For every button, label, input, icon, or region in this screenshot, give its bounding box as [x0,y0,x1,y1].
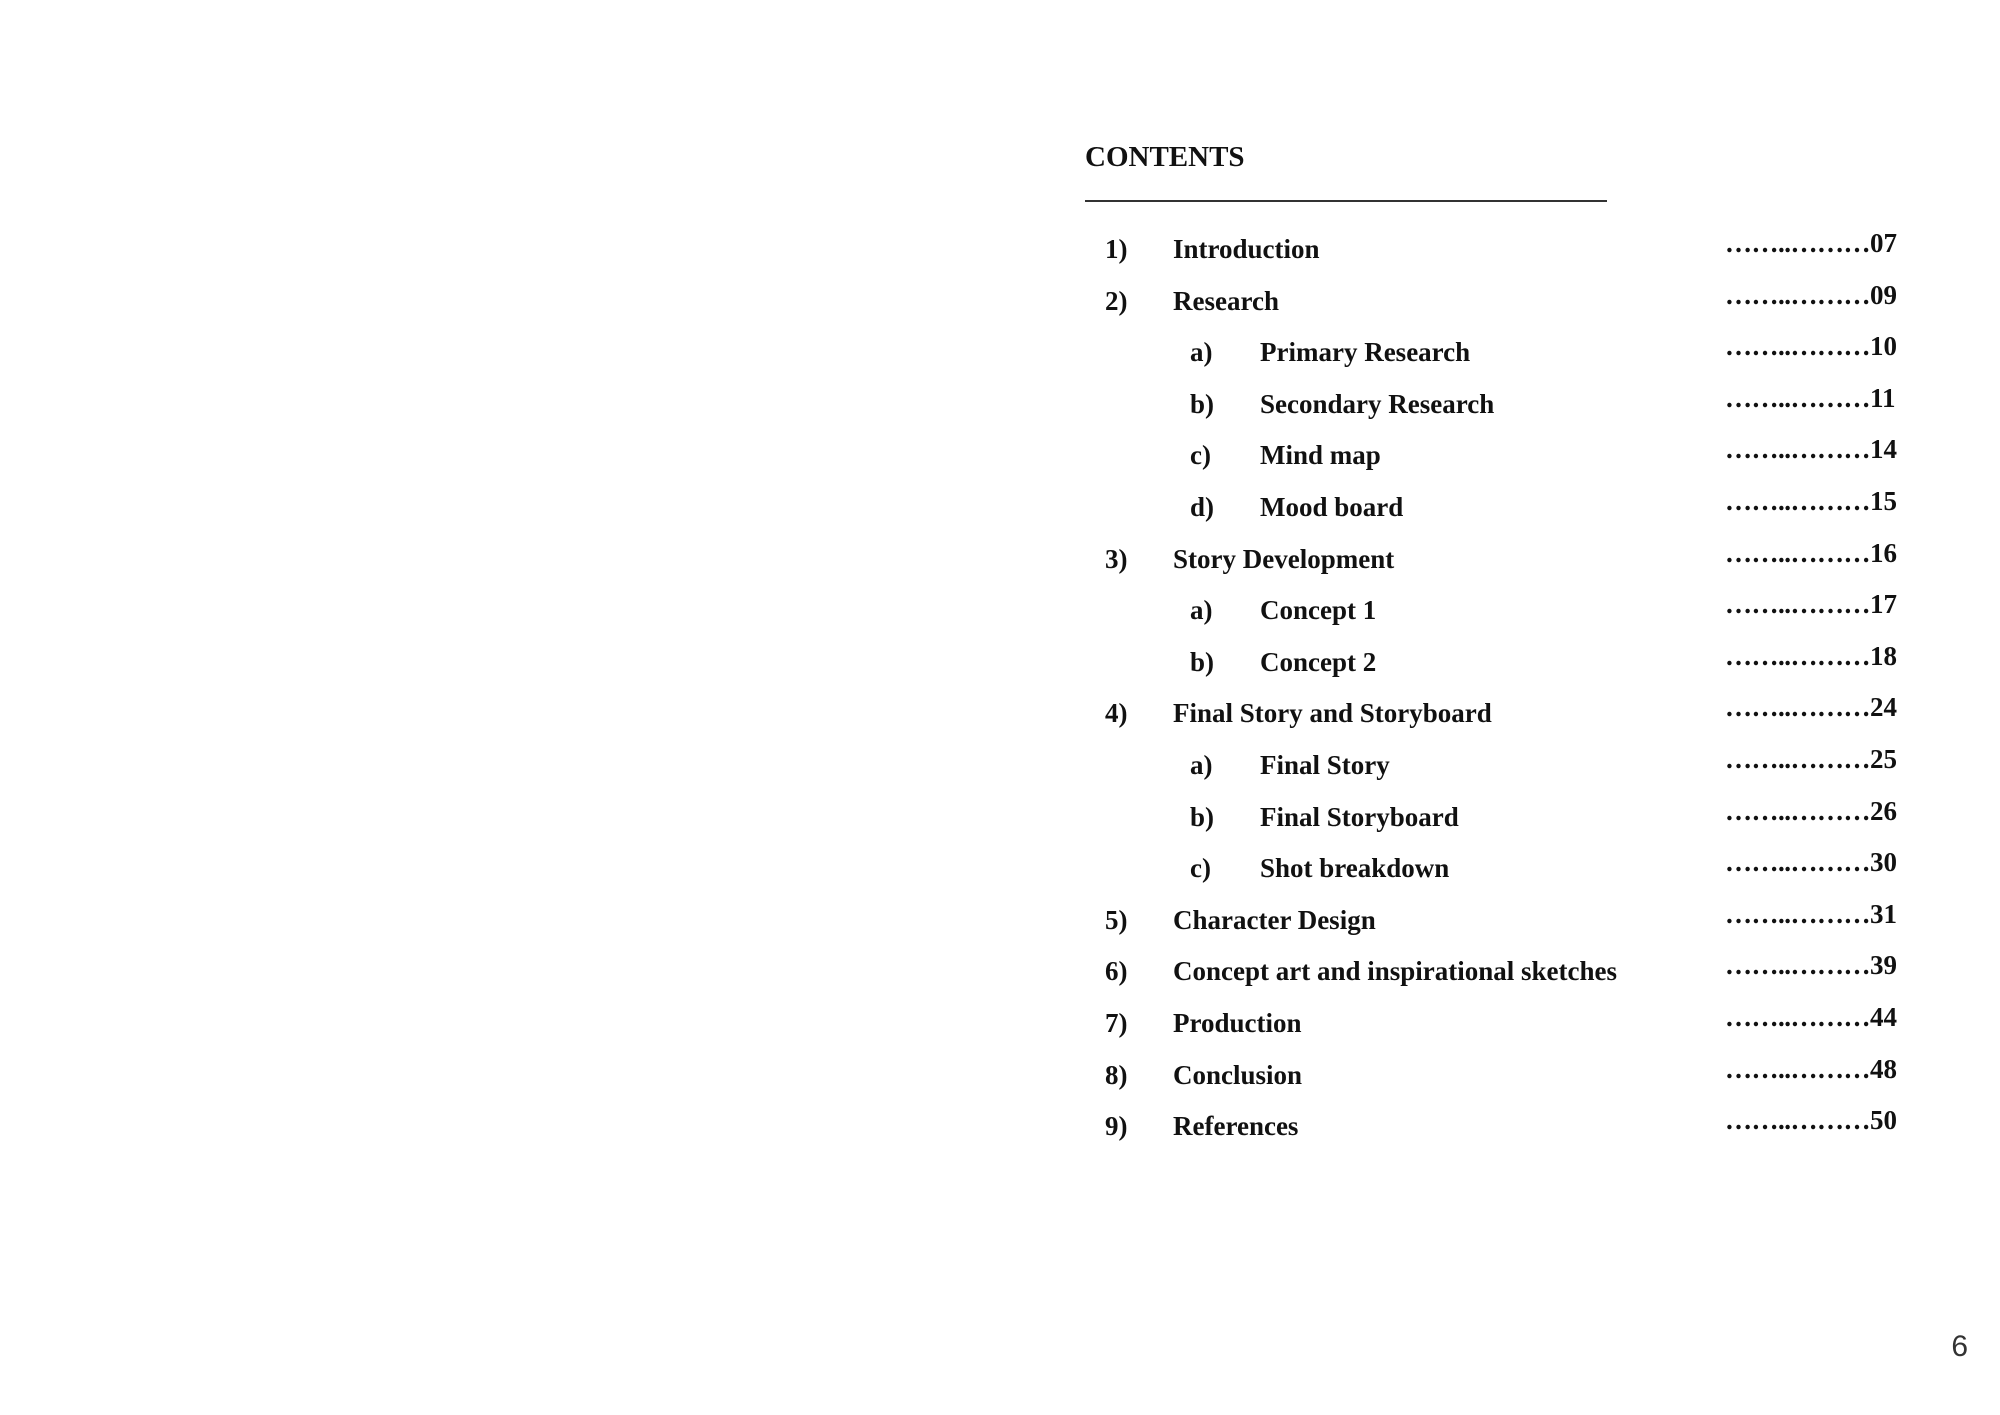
toc-entry-number: 5) [1105,904,1128,935]
toc-entry-leader-and-page [1725,795,1897,826]
toc-entry-number: 6) [1105,956,1128,987]
toc-entry-story-development [0,537,2000,586]
toc-entry-page: 48 [1870,1053,1897,1084]
toc-entry-leader: ……..……… [1725,434,1870,465]
toc-entry-leader: ……..……… [1725,228,1870,258]
toc-entry-label: Mood board [1260,492,1404,522]
toc-entry-leader-and-page [1725,279,1897,310]
toc-entry-label: Final Story and Storyboard [1173,698,1492,729]
toc-entry-character-design [0,898,2000,947]
toc-entry-secondary-research [0,382,2000,431]
toc-entry-page: 18 [1870,640,1897,671]
toc-entry-number: 2) [1105,285,1128,316]
toc-entry-page: 10 [1870,331,1897,362]
toc-entry-number: c) [1190,440,1211,471]
toc-entry-leader: ……..……… [1725,795,1870,826]
toc-entry-primary-research [0,331,2000,379]
toc-entry-leader-and-page [1725,591,1897,618]
toc-entry-page: 11 [1870,382,1896,413]
toc-entry-number: 3) [1105,543,1128,574]
toc-entry-number: a) [1190,595,1213,626]
toc-entry-leader-and-page [1725,640,1897,671]
toc-entry-page: 26 [1870,795,1897,826]
toc-entry-concept-1 [0,589,2000,637]
toc-entry-number: d) [1190,492,1215,522]
toc-entry-number: 4) [1105,698,1128,729]
toc-entry-label: Final Storyboard [1260,801,1459,832]
toc-entry-concept-2 [0,640,2000,689]
toc-entry-leader: ……..……… [1725,1105,1870,1136]
toc-entry-label: Shot breakdown [1260,853,1450,884]
toc-entry-label: Story Development [1173,543,1395,574]
toc-entry-leader-and-page [1725,436,1897,463]
toc-entry-number: 7) [1105,1008,1128,1038]
toc-entry-research [0,279,2000,328]
toc-entry-leader-and-page [1725,537,1897,568]
toc-entry-shot-breakdown [0,847,2000,895]
page-number: 6 [1951,1330,1968,1363]
toc-entry-page: 50 [1870,1105,1897,1136]
toc-entry-page: 16 [1870,537,1897,568]
toc-entry-number: a) [1190,337,1213,368]
toc-entry-leader: ……..……… [1725,537,1870,568]
toc-entry-leader: ……..……… [1725,898,1870,929]
toc-entry-label: Introduction [1173,234,1320,264]
toc-entry-label: Secondary Research [1260,388,1495,419]
toc-entry-label: Character Design [1173,904,1376,935]
toc-entry-leader: ……..……… [1725,279,1870,310]
toc-entry-number: 1) [1105,234,1128,264]
toc-entry-label: Concept art and inspirational sketches [1173,956,1618,987]
toc-entry-leader-and-page [1725,333,1897,360]
toc-entry-concept-art [0,950,2000,998]
toc-entry-leader: ……..……… [1725,640,1870,671]
toc-entry-leader-and-page [1725,1004,1897,1031]
toc-entry-leader-and-page [1725,952,1897,979]
toc-entry-label: References [1173,1111,1299,1142]
toc-entry-number: 9) [1105,1111,1128,1142]
toc-entry-label: Primary Research [1260,337,1471,368]
toc-entry-page: 07 [1870,228,1897,258]
toc-entry-leader: ……..……… [1725,950,1870,981]
toc-entry-mind-map [0,434,2000,482]
toc-entry-number: c) [1190,853,1211,884]
toc-entry-conclusion [0,1053,2000,1102]
toc-entry-leader-and-page [1725,230,1897,257]
toc-entry-references [0,1105,2000,1153]
contents-title: CONTENTS [1085,141,1245,173]
toc-entry-final-story-and-storyboard [0,692,2000,740]
toc-entry-leader: ……..……… [1725,744,1870,774]
toc-entry-leader: ……..……… [1725,847,1870,878]
toc-entry-number: a) [1190,750,1213,780]
toc-entry-page: 31 [1870,898,1897,929]
toc-entry-number: 8) [1105,1059,1128,1090]
toc-entry-number: b) [1190,801,1215,832]
toc-entry-mood-board [0,486,2000,534]
toc-entry-introduction [0,228,2000,276]
toc-entry-page: 24 [1870,692,1897,723]
toc-entry-page: 09 [1870,279,1897,310]
toc-entry-page: 14 [1870,434,1897,465]
toc-entry-leader-and-page [1725,898,1897,929]
toc-entry-leader: ……..……… [1725,1002,1870,1032]
toc-entry-leader-and-page [1725,694,1897,721]
toc-entry-leader-and-page [1725,382,1896,413]
toc-entry-final-storyboard [0,795,2000,844]
toc-entry-number: b) [1190,388,1215,419]
toc-entry-final-story [0,744,2000,792]
toc-entry-label: Research [1173,285,1279,316]
toc-entry-leader: ……..……… [1725,331,1870,362]
toc-entry-label: Conclusion [1173,1059,1303,1090]
toc-entry-leader: ……..……… [1725,1053,1870,1084]
toc-entry-page: 17 [1870,589,1897,620]
toc-entry-leader-and-page [1725,1053,1897,1084]
toc-entry-leader-and-page [1725,849,1897,876]
toc-entry-label: Production [1173,1008,1302,1038]
toc-entry-page: 30 [1870,847,1897,878]
toc-entry-leader-and-page [1725,746,1897,773]
toc-entry-production [0,1002,2000,1050]
toc-entry-leader: ……..……… [1725,486,1870,516]
toc-entry-label: Final Story [1260,750,1390,780]
toc-entry-page: 25 [1870,744,1897,774]
toc-entry-page: 44 [1870,1002,1897,1032]
toc-entry-leader: ……..……… [1725,382,1870,413]
toc-entry-leader-and-page [1725,1107,1897,1134]
toc-entry-label: Mind map [1260,440,1381,471]
toc-entry-page: 39 [1870,950,1897,981]
toc-entry-number: b) [1190,646,1215,677]
toc-entry-page: 15 [1870,486,1897,516]
toc-entry-label: Concept 1 [1260,595,1377,626]
toc-entry-leader: ……..……… [1725,692,1870,723]
toc-entry-leader-and-page [1725,488,1897,515]
toc-entry-leader: ……..……… [1725,589,1870,620]
toc-entry-label: Concept 2 [1260,646,1377,677]
